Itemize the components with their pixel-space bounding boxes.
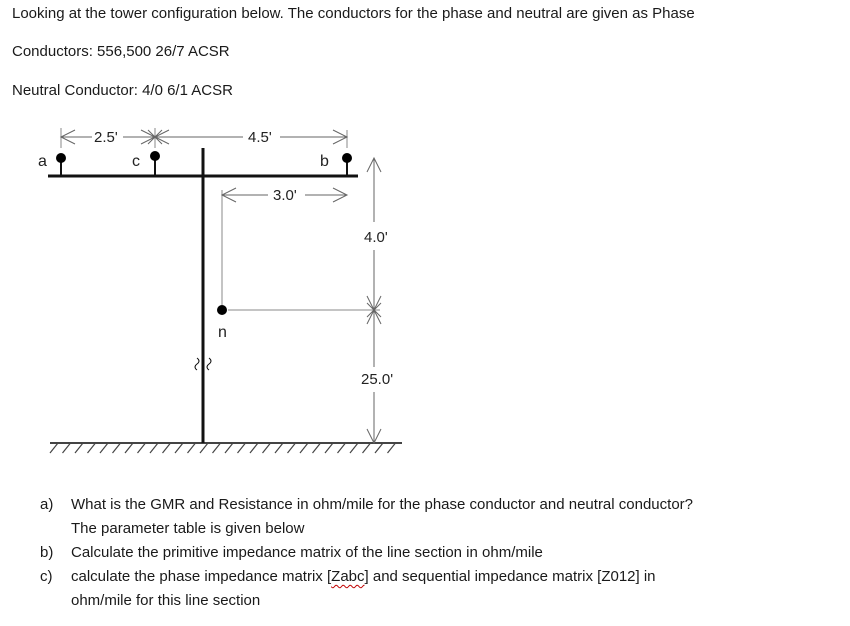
ground-hatch-mark [313,443,321,453]
dimension-cb-label: 4.5' [248,129,272,146]
ground-hatch-mark [175,443,183,453]
ground-hatch-mark [275,443,283,453]
question-c-part1: calculate the phase impedance matrix [ [71,568,332,585]
ground-hatch-mark [163,443,171,453]
dimension-pole-b-label: 3.0' [273,187,297,204]
intro-text: Looking at the tower configuration below. The conductors for the phase and neutral are given as Phase [12,5,695,22]
question-a-line1: What is the GMR and Resistance in ohm/mile for the phase conductor and neutral conductor? [71,496,693,513]
conductor-c [150,151,160,161]
conductor-b [342,153,352,163]
ground-hatch-mark [375,443,383,453]
ground-hatch-mark [300,443,308,453]
ground-hatch-mark [238,443,246,453]
ground-hatch-mark [338,443,346,453]
ground-hatch-mark [263,443,271,453]
question-marker: c) [40,568,53,585]
conductor-n [217,305,227,315]
ground-hatch-mark [50,443,58,453]
pole [195,148,211,443]
ground-hatch-mark [200,443,208,453]
question-c-part2: ] and sequential impedance matrix [Z012] in [364,568,656,585]
label-c: c [132,153,140,170]
ground-hatch-mark [288,443,296,453]
ground-hatch-mark [325,443,333,453]
question-a [40,493,830,541]
ground-hatch-mark [350,443,358,453]
ground-hatch-mark [75,443,83,453]
dimension-vertical-lower-label: 25.0' [361,371,394,388]
ground-hatch-mark [150,443,158,453]
ground-hatch-mark [363,443,371,453]
ground-hatch-mark [225,443,233,453]
spellcheck-flagged-word: Zabc [331,568,365,585]
label-a: a [38,153,47,170]
ground-hatch-mark [388,443,396,453]
ground-hatch-mark [88,443,96,453]
ground-hatch-mark [250,443,258,453]
ground-hatch-mark [113,443,121,453]
dimension-ac-label: 2.5' [94,129,118,146]
ground-hatch-mark [213,443,221,453]
neutral-conductor-text: Neutral Conductor: 4/0 6/1 ACSR [12,82,233,99]
ground-hatch-mark [100,443,108,453]
label-n: n [218,324,227,341]
question-c [40,565,830,613]
ground [50,443,402,453]
ground-hatch-mark [138,443,146,453]
dimension-vertical-upper-label: 4.0' [364,229,388,246]
label-b: b [320,153,329,170]
ground-hatch-mark [63,443,71,453]
question-list [40,493,830,613]
phase-conductor-text: Conductors: 556,500 26/7 ACSR [12,43,230,60]
question-marker: b) [40,544,54,561]
question-c-line2: ohm/mile for this line section [71,592,261,609]
question-b-line1: Calculate the primitive impedance matrix of the line section in ohm/mile [71,544,543,561]
question-a-line2: The parameter table is given below [71,520,305,537]
conductor-a [56,153,66,163]
question-b [40,541,830,565]
ground-hatch-mark [188,443,196,453]
question-marker: a) [40,496,54,513]
ground-hatch-mark [125,443,133,453]
